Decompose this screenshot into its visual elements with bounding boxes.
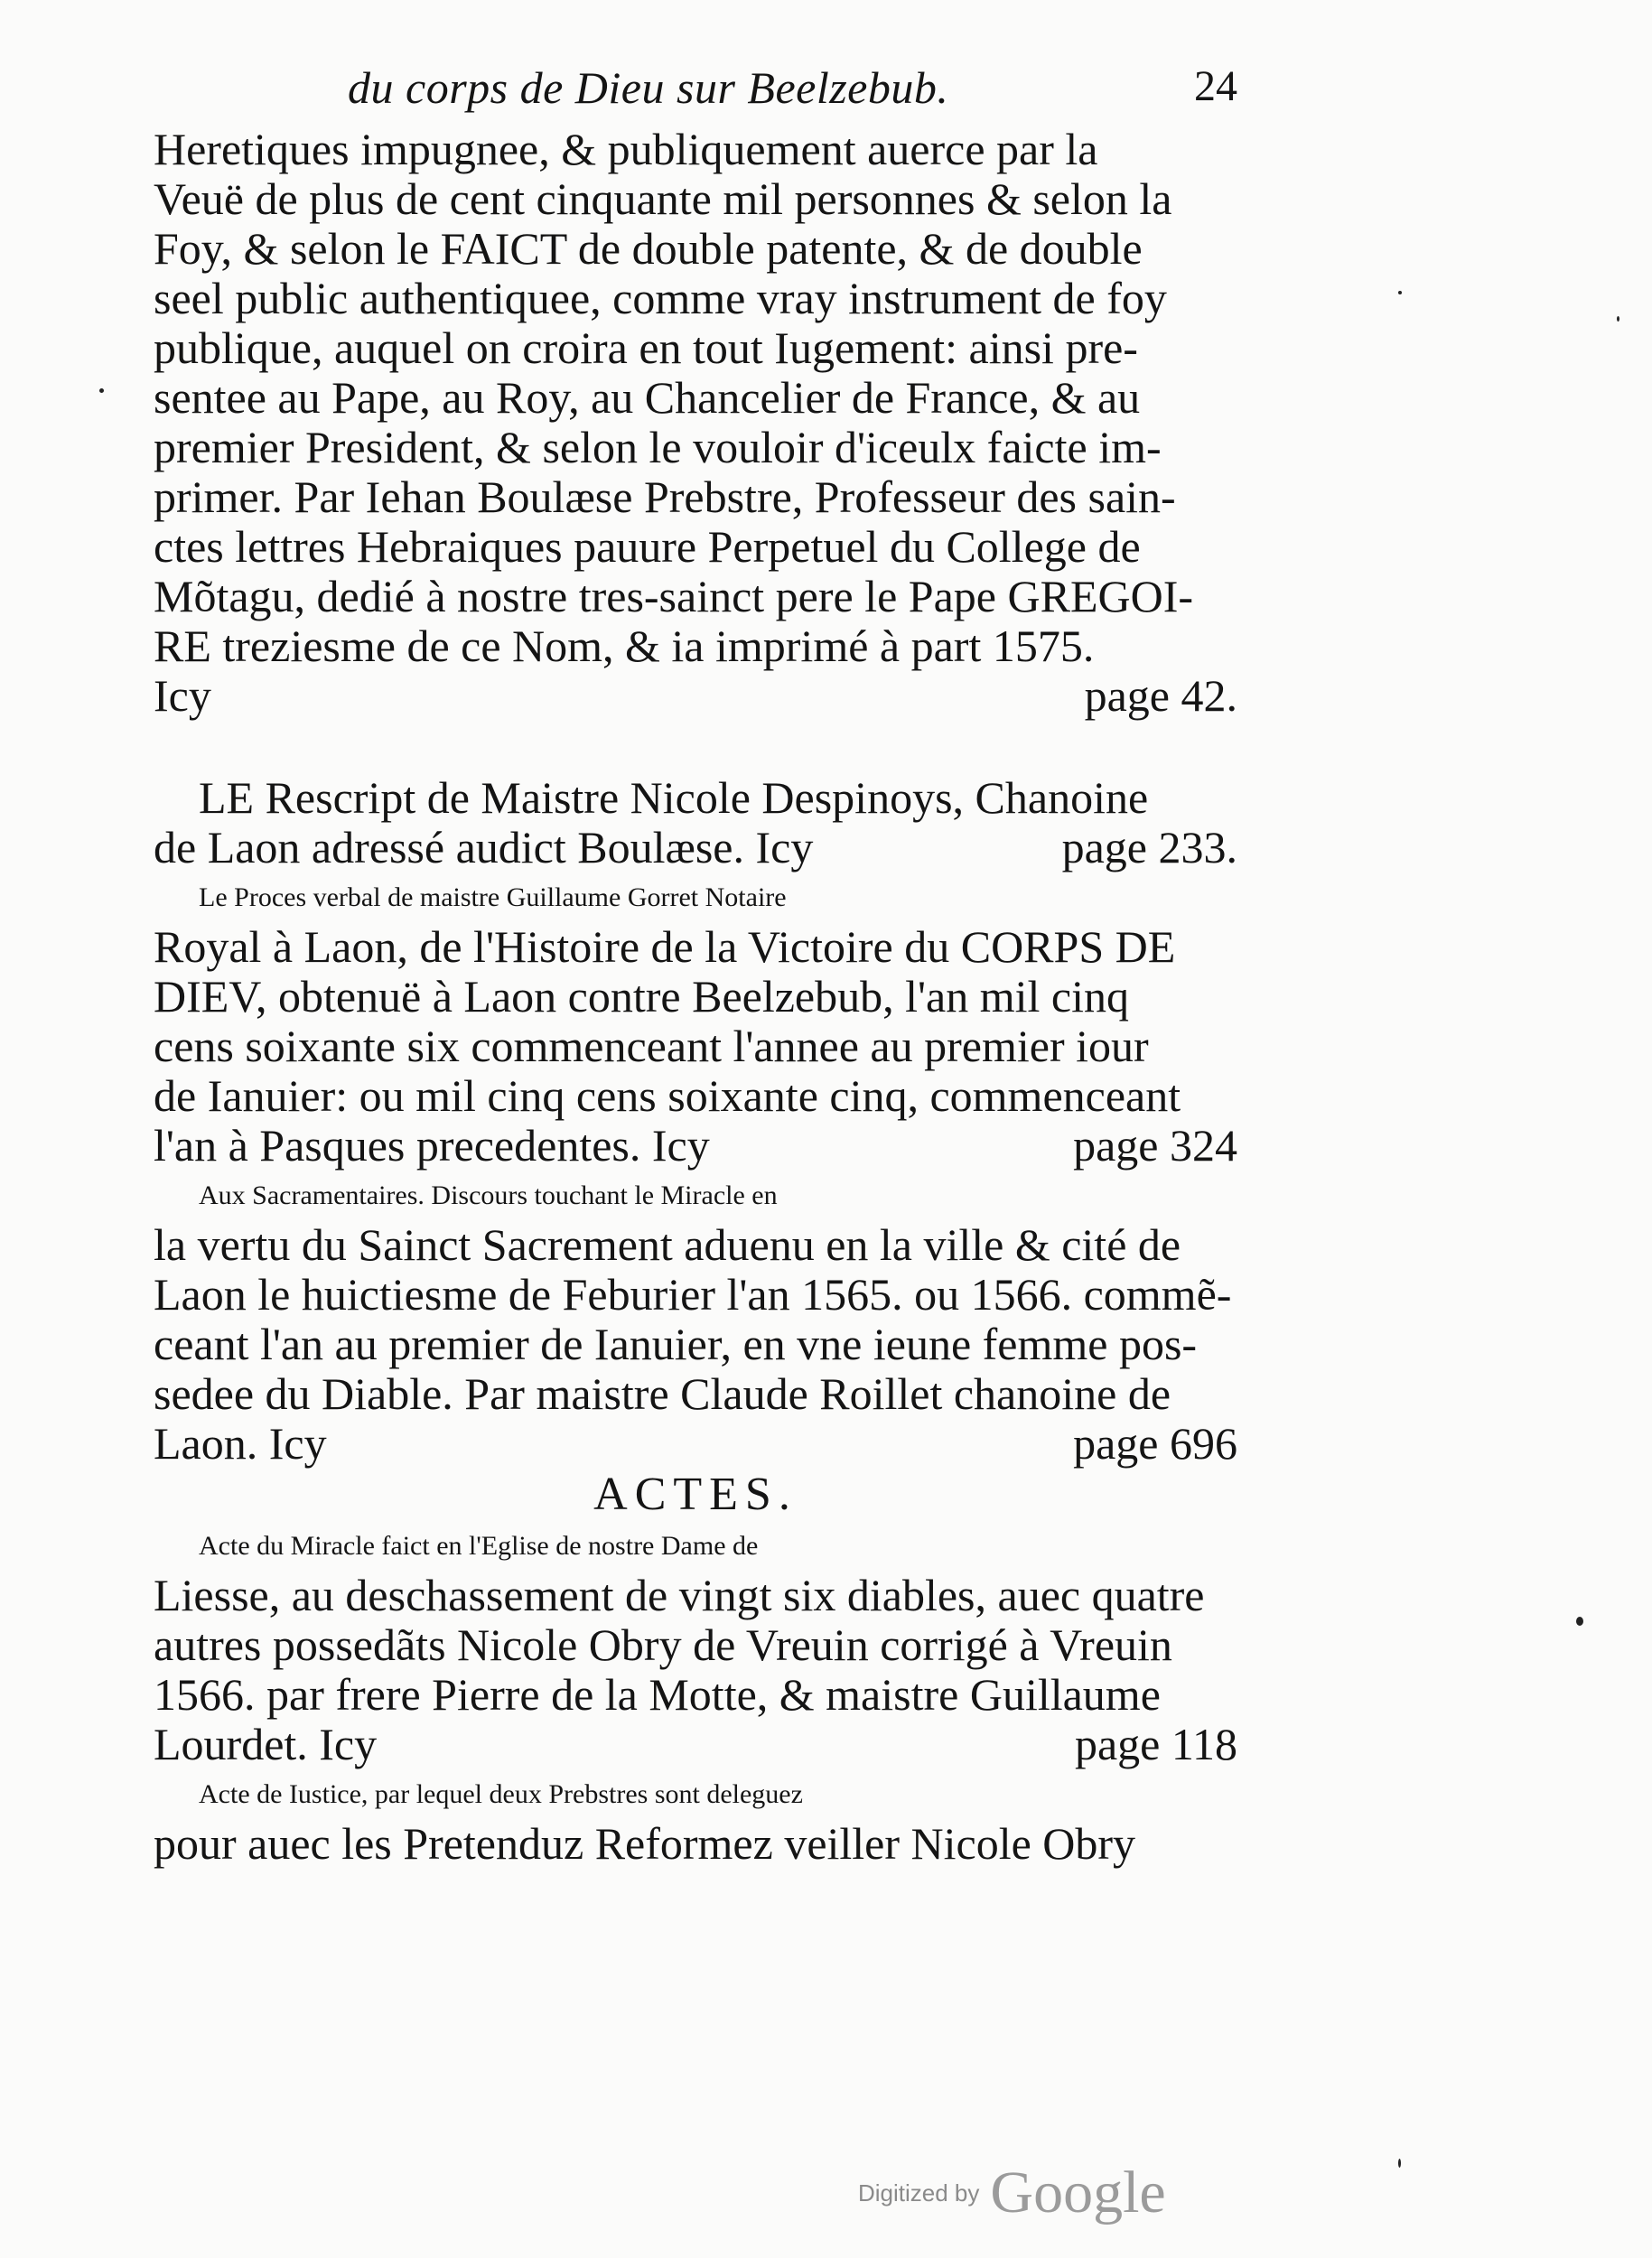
- text-line: seel public authentiquee, comme vray instrument de foy: [154, 273, 1167, 323]
- page-ref: page 233.: [1061, 822, 1237, 872]
- entry-rescript: [154, 773, 1237, 823]
- page-reference: [154, 1419, 1237, 1469]
- text-line: DIEV, obtenuë à Laon contre Beelzebub, l'an mil cinq: [154, 971, 1129, 1022]
- text-line: Acte du Miracle faict en l'Eglise de nostre Dame de: [199, 1531, 759, 1561]
- entry-proces-verbal: [154, 872, 1237, 1171]
- icy-label: Lourdet. Icy: [154, 1719, 378, 1769]
- digitization-watermark: [858, 2159, 1166, 2227]
- text-line: Veuë de plus de cent cinquante mil personnes & selon la: [154, 173, 1172, 224]
- page-reference: [154, 671, 1237, 721]
- text-line: Laon le huictiesme de Feburier l'an 1565. ou 1566. commẽ-: [154, 1269, 1232, 1320]
- text-line: Liesse, au deschassement de vingt six diables, auec quatre: [154, 1570, 1205, 1620]
- entry-acte-miracle: [154, 1521, 1237, 1769]
- text-line: publique, auquel on croira en tout Iugement: ainsi pre-: [154, 322, 1138, 373]
- text-line: sentee au Pape, au Roy, au Chancelier de France, & au: [154, 372, 1141, 423]
- text-line: Royal à Laon, de l'Histoire de la Victoire du CORPS DE: [154, 921, 1176, 972]
- text-line: RE treziesme de ce Nom, & ia imprimé à part 1575.: [154, 620, 1095, 671]
- print-speck: [1398, 2159, 1401, 2168]
- text-line: primer. Par Iehan Boulæse Prebstre, Professeur des sain-: [154, 471, 1176, 522]
- text-line: autres possedãts Nicole Obry de Vreuin corrigé à Vreuin: [154, 1619, 1172, 1670]
- text-line: de Ianuier: ou mil cinq cens soixante cinq, commenceant: [154, 1070, 1181, 1121]
- icy-label: Icy: [154, 670, 211, 721]
- icy-label: de Laon adressé audict Boulæse. Icy: [154, 822, 814, 872]
- page-ref: page 696: [1073, 1418, 1237, 1469]
- text-line: LE Rescript de Maistre Nicole Despinoys, Chanoine: [199, 772, 1149, 823]
- icy-label: Laon. Icy: [154, 1418, 327, 1469]
- body-text: [154, 125, 1237, 1869]
- paragraph-continuation: [154, 125, 1237, 721]
- text-line: Le Proces verbal de maistre Guillaume Gorret Notaire: [199, 882, 787, 912]
- section-heading: ACTES.: [593, 1469, 798, 1520]
- text-line: ceant l'an au premier de Ianuier, en vne ieune femme pos-: [154, 1319, 1198, 1369]
- page-reference: [154, 1720, 1237, 1769]
- print-speck: [99, 388, 104, 393]
- google-logo: Google: [990, 2160, 1166, 2225]
- entry-acte-iustice: [154, 1769, 1237, 1869]
- icy-label: l'an à Pasques precedentes. Icy: [154, 1120, 710, 1171]
- text-line: 1566. par frere Pierre de la Motte, & maistre Guillaume: [154, 1669, 1161, 1720]
- entry-sacramentaires: [154, 1171, 1237, 1469]
- running-head: du corps de Dieu sur Beelzebub.: [348, 62, 949, 113]
- text-line: premier President, & selon le vouloir d'iceulx faicte im-: [154, 422, 1162, 472]
- print-speck: [1617, 316, 1619, 322]
- print-speck: [1398, 291, 1402, 294]
- page-reference: [154, 823, 1237, 872]
- text-line: ctes lettres Hebraiques pauure Perpetuel du College de: [154, 521, 1141, 572]
- text-line: sedee du Diable. Par maistre Claude Roillet chanoine de: [154, 1368, 1171, 1419]
- spacer: [154, 721, 1237, 773]
- page-header: [154, 61, 1237, 125]
- text-line: Aux Sacramentaires. Discours touchant le Miracle en: [199, 1180, 778, 1210]
- text-line: Mõtagu, dedié à nostre tres-sainct pere le Pape GREGOI-: [154, 571, 1194, 621]
- page-number: 24: [1194, 62, 1237, 110]
- page-ref: page 42.: [1084, 670, 1237, 721]
- text-line: Foy, & selon le FAICT de double patente, & de double: [154, 223, 1143, 274]
- text-line: la vertu du Sainct Sacrement aduenu en la ville & cité de: [154, 1219, 1181, 1270]
- page-ref: page 118: [1074, 1719, 1237, 1769]
- digitized-by-label: Digitized by: [858, 2179, 980, 2207]
- print-speck: [1576, 1617, 1583, 1626]
- text-line: Heretiques impugnee, & publiquement auerce par la: [154, 124, 1098, 174]
- text-line: Acte de Iustice, par lequel deux Prebstres sont deleguez: [199, 1779, 803, 1809]
- page-ref: page 324: [1073, 1120, 1237, 1171]
- text-line: pour auec les Pretenduz Reformez veiller Nicole Obry: [154, 1818, 1136, 1869]
- page-reference: [154, 1121, 1237, 1171]
- text-line: cens soixante six commenceant l'annee au premier iour: [154, 1021, 1149, 1071]
